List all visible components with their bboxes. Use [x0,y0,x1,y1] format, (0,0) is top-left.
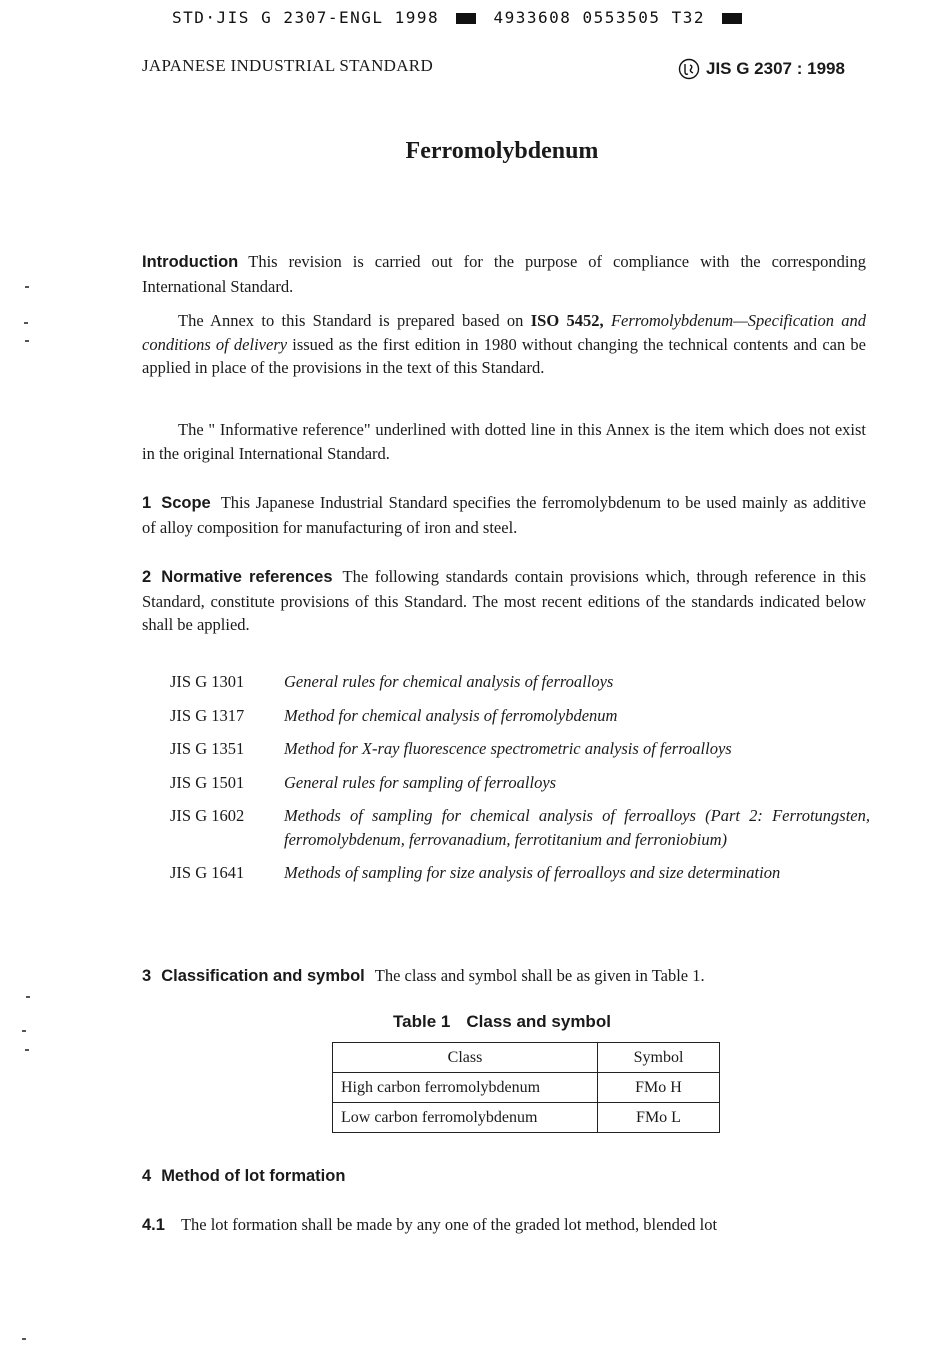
reference-code: JIS G 1602 [170,806,245,825]
page-title: Ferromolybdenum [405,138,599,164]
barcode-block [456,13,476,24]
informative-reference-paragraph: The " Informative reference" underlined with dotted line in this Annex is the item which does not exist in the original International Standard. [142,420,866,463]
reference-item [170,737,870,761]
table-header-symbol: Symbol [598,1043,720,1073]
reference-title: Method for X-ray fluorescence spectrometric analysis of ferroalloys [284,739,732,758]
section-lot-formation [142,1164,866,1189]
standard-number: JIS G 2307 : 1998 [706,59,845,78]
section-text: The following standards contain provisions which, through reference in this Standard, constitute provisions of this Standard. The most recent editions of the standards indicated below shall be applied. [142,567,866,634]
standard-number-group [678,58,845,80]
iso-title: Ferromolybdenum—Specification and conditions of delivery [142,311,867,354]
section-scope [142,491,866,539]
reference-title: General rules for sampling of ferroalloys [284,772,557,792]
jis-mark-icon [678,58,700,80]
reference-code: JIS G 1301 [170,672,245,691]
table-caption-number: Table 1 [393,1012,451,1031]
references-list [170,670,870,895]
annex-paragraph [142,309,866,380]
section-heading: Classification and symbol [161,967,365,985]
reference-item [170,670,870,694]
reference-title: Methods of sampling for chemical analysis of ferroalloys (Part 2: Ferrotungsten, ferromolybdenum, ferrovanadium, ferrotitanium and ferroniobium) [284,806,870,849]
reference-code: JIS G 1501 [170,772,245,792]
table-row [333,1103,720,1133]
section-number: 1 [142,494,152,512]
section-heading: Scope [161,494,211,512]
iso-reference: ISO 5452, [530,311,604,330]
introduction-heading: Introduction [142,253,239,271]
section-normative-references [142,565,866,637]
table-caption [0,1012,950,1032]
table-header-row [333,1043,720,1073]
table-header-class: Class [333,1043,598,1073]
introduction-paragraph [142,250,866,298]
section-classification [142,964,866,989]
annex-text-b: issued as the first edition in 1980 without changing the technical contents and can be applied in place of the provisions in the text of this Standard. [142,334,867,377]
table-cell-class: Low carbon ferromolybdenum [333,1103,598,1133]
section-text: The class and symbol shall be as given in Table 1. [374,966,705,985]
table-cell-class: High carbon ferromolybdenum [333,1073,598,1103]
clause-text: The lot formation shall be made by any one of the graded lot method, blended lot [180,1215,718,1234]
reference-title: Methods of sampling for size analysis of ferroalloys and size determination [284,863,781,882]
reference-code: JIS G 1641 [170,863,245,882]
document-code-left: STD·JIS G 2307-ENGL 1998 [172,8,440,27]
reference-code: JIS G 1351 [170,739,245,758]
class-symbol-table [332,1042,720,1133]
document-code-mid: 4933608 0553505 T32 [493,8,705,27]
reference-title: Method for chemical analysis of ferromolybdenum [284,705,618,725]
document-code-strip [172,8,748,27]
section-text: This Japanese Industrial Standard specifies the ferromolybdenum to be used mainly as additive of alloy composition for manufacturing of iron and steel. [142,493,866,537]
introduction-text: This revision is carried out for the purpose of compliance with the corresponding International Standard. [142,252,866,296]
table-cell-symbol: FMo L [598,1103,720,1133]
section-number: 2 [142,568,152,586]
section-number: 3 [142,967,152,985]
annex-text-a: The Annex to this Standard is prepared based on [178,311,531,330]
reference-item [170,704,870,728]
reference-item [170,804,870,851]
reference-item [170,861,870,885]
section-heading: Method of lot formation [161,1167,346,1185]
table-caption-title: Class and symbol [466,1012,611,1031]
reference-title: General rules for chemical analysis of ferroalloys [284,672,614,691]
table-cell-symbol: FMo H [598,1073,720,1103]
standard-label: JAPANESE INDUSTRIAL STANDARD [142,56,434,75]
section-number: 4 [142,1167,152,1185]
section-heading: Normative references [161,568,333,586]
table-row [333,1073,720,1103]
clause-4-1 [142,1213,866,1238]
clause-number: 4.1 [142,1216,165,1234]
reference-item [170,771,870,795]
barcode-block [722,13,742,24]
reference-code: JIS G 1317 [170,705,245,725]
